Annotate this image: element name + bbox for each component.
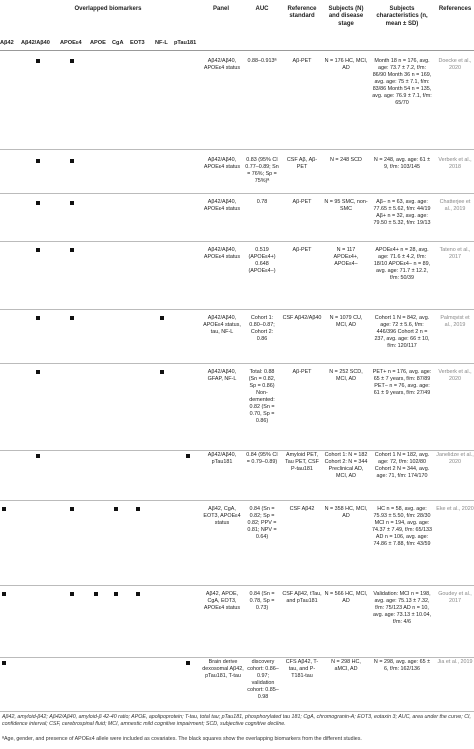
reference-link[interactable]: Verberk et al., 2020 [438, 369, 472, 382]
characteristics-header: Subjects characteristics (n, mean ± SD) [376, 6, 428, 27]
panel-cell: Aβ42/Aβ40, APOEε4 status [203, 157, 241, 170]
biomarker-header-ratio: Aβ42/Aβ40 [21, 40, 50, 46]
characteristics-cell: Validation: MCI n = 198, avg. age: 75.13 ± 7.32, f/m: 75/123 AD n = 10, avg. age: 73.13 ± 10.04, f/m: 4/6 [372, 591, 432, 625]
marker-square [186, 454, 190, 458]
marker-square [70, 507, 74, 511]
marker-square [114, 592, 118, 596]
reference-link[interactable]: Eke et al., 2020 [436, 506, 474, 512]
biomarker-header-apoe: APOE [90, 40, 106, 46]
subjects-cell: N = 176 HC, MCI, AD [324, 58, 368, 71]
panel-cell: Aβ42, CgA, EOT3, APOEε4 status [203, 506, 241, 526]
reference-link[interactable]: Palmqvist et al., 2019 [440, 315, 470, 328]
reference-cell: Aβ-PET [292, 199, 312, 205]
reference-link[interactable]: Chatterjee et al., 2019 [439, 199, 471, 212]
biomarker-header-abeta42: Aβ42 [0, 40, 14, 46]
footnote-covariates: ªAge, gender, and presence of APOEε4 allele were included as covariates. The black squares show the overlapping biomarkers from the different studies. [2, 736, 362, 742]
subjects-cell: N = 95 SMC, non-SMC [324, 199, 368, 212]
reference-cell: CFS Aβ42, T-tau, and P-T181-tau [285, 659, 319, 679]
reference-link[interactable]: Tateno et al., 2017 [439, 247, 471, 260]
subjects-cell: N = 252 SCD, MCI, AD [329, 369, 363, 382]
subjects-header: Subjects (N) and disease stage [328, 6, 364, 27]
table-row [0, 309, 474, 364]
auc-cell: 0.83 (95% CI 0.77–0.89; Sn = 76%; Sp = 75%)ª [245, 157, 279, 184]
subjects-cell: N = 358 HC, MCI, AD [324, 506, 368, 519]
reference-link[interactable]: Jia et al., 2019 [437, 659, 473, 665]
marker-square [2, 592, 6, 596]
reference-cell: CSF Aβ42, tTau, and pTau181 [282, 591, 322, 604]
biomarker-header-ptau181: pTau181 [174, 40, 197, 46]
references-header: References [438, 6, 472, 12]
biomarker-header-nfl: NF-L [155, 40, 168, 46]
panel-cell: Aβ42/Aβ40, APOEε4 status [203, 199, 241, 212]
overlapped-biomarkers-title: Overlapped biomarkers [74, 6, 142, 12]
marker-square [36, 316, 40, 320]
marker-square [160, 316, 164, 320]
marker-square [36, 59, 40, 63]
characteristics-cell: Cohort 1 N = 842, avg. age: 72 ± 5.6, f/m: 446/396 Cohort 2 n = 237, avg. age: 66 ± 10, f/m: 120/117 [374, 315, 430, 349]
marker-square [186, 661, 190, 665]
marker-square [160, 370, 164, 374]
characteristics-cell: Month 18 n = 176, avg. age: 73.7 ± 7.2, f/m: 86/90 Month 36 n = 169, avg. age: 75 ± 7.1, f/m: 83/86 Month 54 n = 135, avg. age: 76.9 ± 7.1, f/m: 65/70 [372, 58, 432, 106]
subjects-cell: Cohort 1: N = 182 Cohort 2: N = 344 Preclinical AD, MCI, AD [324, 452, 368, 479]
marker-square [114, 507, 118, 511]
reference-cell: Aβ-PET [292, 369, 312, 375]
reference-link[interactable]: Goudey et al., 2017 [438, 591, 472, 604]
characteristics-cell: HC n = 58, avg. age: 75.93 ± 5.50, f/m: 28/30 MCI n = 194, avg. age: 74.37 ± 7.49, f/m: 65/133 AD n = 106, avg. age: 74.86 ± 7.88, f/m: 43/59 [372, 506, 432, 547]
footnote-abbreviations: Aβ42, amyloid-β42; Aβ42/Aβ40, amyloid-β 42-40 ratio; APOE, apolipoprotein; T-tau, total tau; pTau181, phosphorylated tau 181; CgA, chromogranin-A; EOT3, eotaxin 3; AUC, area under the curve; CI, confidence interval; CSF, cerebrospinal fluid; MCI, amnestic mild cognitive impairment; SCD, subjective cognitive decline. [2, 714, 471, 727]
reference-cell: Aβ-PET [292, 58, 312, 64]
reference-link[interactable]: Doecke et al., 2020 [438, 58, 472, 71]
panel-cell: Aβ42/Aβ40, APOEε4 status, tau, NF-L [203, 315, 241, 335]
characteristics-cell: PET+ n = 176, avg. age: 65 ± 7 years, f/m: 87/89 PET− n = 76, avg. age: 61 ± 9 years, f/m: 27/49 [372, 369, 432, 396]
characteristics-cell: APOEε4+ n = 28, avg. age: 71.6 ± 4.2, f/m: 18/10 APOEε4− n = 89, avg. age: 71.7 ± 12.2, f/m: 50/39 [373, 247, 431, 281]
reference-cell: CSF Aβ42/Aβ40 [282, 315, 322, 321]
table-row [0, 500, 474, 586]
panel-cell: Brain derive dexosomal Aβ42, pTau181, T-tau [202, 659, 244, 679]
marker-square [36, 159, 40, 163]
table-row [0, 149, 474, 194]
auc-cell: 0.519 (APOEε4+) 0.648 (APOEε4−) [248, 247, 276, 274]
auc-cell: 0.84 (Sn = 0.82; Sp = 0.82; PPV = 0.81; NPV = 0.64) [247, 506, 277, 540]
reference-cell: Amyloid PET, Tau PET, CSF P-tau181 [285, 452, 319, 472]
marker-square [36, 454, 40, 458]
table-row [0, 450, 474, 501]
marker-square [70, 59, 74, 63]
panel-cell: Aβ42/Aβ40, APOEε4 status [203, 247, 241, 260]
marker-square [70, 159, 74, 163]
characteristics-cell: Aβ− n = 63, avg. age: 77.65 ± 5.62, f/m: 44/19 Aβ+ n = 32, avg. age: 79.50 ± 5.32, f/m: 19/13 [373, 199, 431, 226]
auc-cell: 0.88–0.913ª [247, 58, 277, 64]
table-row [0, 657, 474, 712]
characteristics-cell: N = 248, avg. age: 61 ± 9, f/m: 103/145 [373, 157, 431, 170]
marker-square [70, 316, 74, 320]
subjects-cell: N = 566 HC, MCI, AD [324, 591, 368, 604]
auc-cell: 0.84 (95% CI = 0.79–0.89) [246, 452, 278, 465]
marker-square [70, 248, 74, 252]
reference-standard-header: Reference standard [287, 6, 317, 20]
auc-header: AUC [255, 6, 269, 12]
marker-square [36, 248, 40, 252]
auc-cell: Total: 0.88 (Sn = 0.82, Sp = 0.86) Non-demented: 0.82 (Sn = 0.70, Sp = 0.86) [248, 369, 276, 424]
table-row [0, 193, 474, 242]
panel-cell: Aβ42/Aβ40, pTau181 [207, 452, 237, 465]
biomarker-header-cga: CgA [112, 40, 124, 46]
reference-cell: Aβ-PET [292, 247, 312, 253]
table-row [0, 585, 474, 658]
subjects-cell: N = 298 HC, aMCI, AD [331, 659, 361, 672]
header-divider [0, 50, 474, 51]
marker-square [36, 201, 40, 205]
subjects-cell: N = 1079 CU, MCI, AD [329, 315, 363, 328]
auc-cell: 0.78 [256, 199, 268, 205]
subjects-cell: N = 248 SCD [330, 157, 362, 163]
reference-link[interactable]: Verberk et al., 2018 [438, 157, 472, 170]
reference-link[interactable]: Janelidze et al., 2020 [436, 452, 474, 465]
marker-square [70, 201, 74, 205]
characteristics-cell: Cohort 1 N = 182, avg. age: 72, f/m: 102/80 Cohort 2 N = 344, avg. age: 71, f/m: 174/170 [374, 452, 430, 479]
auc-cell: 0.84 (Sn = 0.78, Sp = 0.73) [249, 591, 275, 611]
subjects-cell: N = 117 APOEε4+, APOEε4− [333, 247, 359, 267]
panel-header: Panel [212, 6, 229, 12]
table-row [0, 363, 474, 451]
marker-square [36, 370, 40, 374]
biomarker-header-apoe4: APOEε4 [60, 40, 82, 46]
marker-square [70, 592, 74, 596]
table-row [0, 241, 474, 310]
reference-cell: CSF Aβ42 [289, 506, 315, 512]
reference-cell: CSF Aβ, Aβ-PET [286, 157, 318, 170]
panel-cell: Aβ42, APOE, CgA, EOT3, APOEε4 status [203, 591, 241, 611]
auc-cell: discovery cohort: 0.86–0.97; validation cohort: 0.85–0.98 [247, 659, 279, 700]
marker-square [136, 592, 140, 596]
panel-cell: Aβ42/Aβ40, GFAP, NF-L [207, 369, 237, 382]
table-row [0, 52, 474, 150]
marker-square [94, 592, 98, 596]
marker-square [136, 507, 140, 511]
characteristics-cell: N = 298, avg. age: 65 ± 6, f/m: 162/136 [373, 659, 431, 672]
marker-square [2, 661, 6, 665]
auc-cell: Cohort 1: 0.80–0.87; Cohort 2: 0.86 [249, 315, 275, 342]
biomarker-header-eot3: EOT3 [130, 40, 145, 46]
panel-cell: Aβ42/Aβ40, APOEε4 status [203, 58, 241, 71]
marker-square [2, 507, 6, 511]
